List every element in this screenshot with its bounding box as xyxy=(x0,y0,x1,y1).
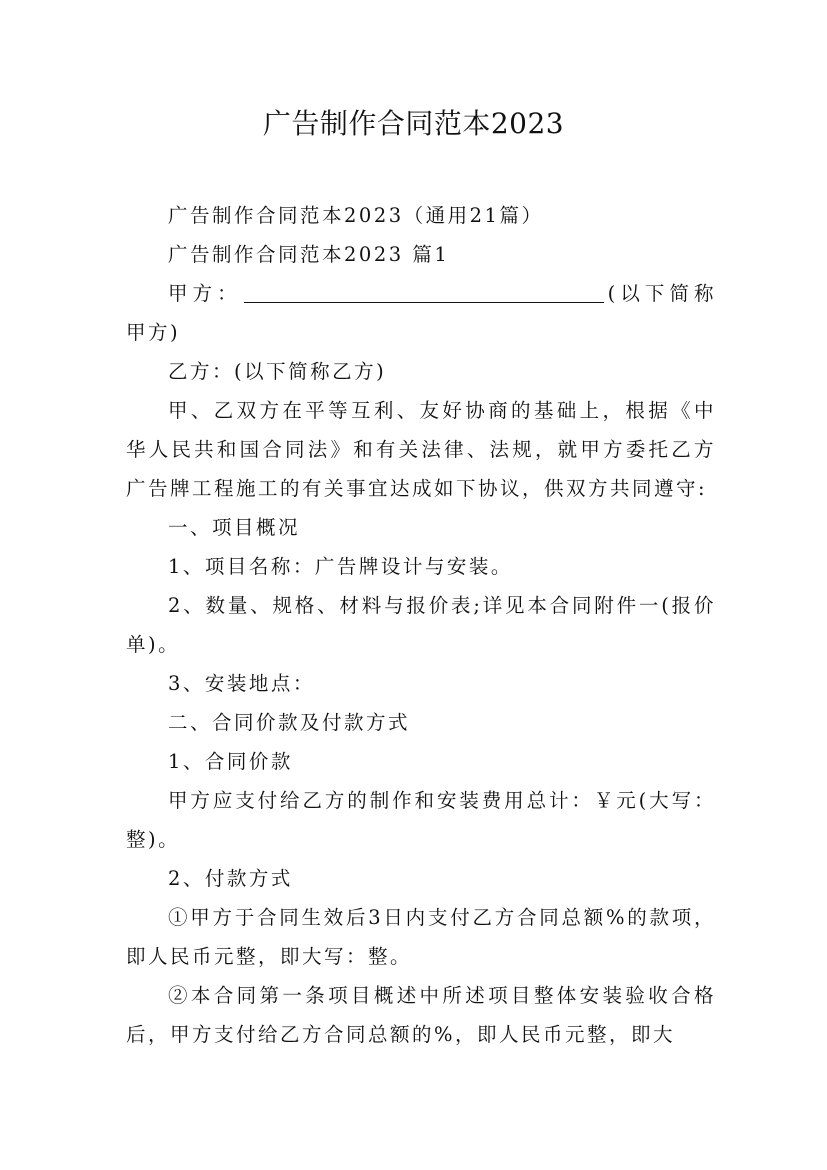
paragraph-contract-price-total: 甲方应支付给乙方的制作和安装费用总计：￥元(大写：整)。 xyxy=(126,789,716,851)
paragraph-subtitle: 广告制作合同范本2023（通用21篇） xyxy=(168,204,544,227)
paragraph-payment-first: ①甲方于合同生效后3日内支付乙方合同总额%的款项，即人民币元整，即大写：整。 xyxy=(126,906,716,968)
paragraph-section-heading: 广告制作合同范本2023 篇1 xyxy=(168,243,450,266)
paragraph-payment-heading: 2、付款方式 xyxy=(168,867,293,890)
paragraph-quantity-spec: 2、数量、规格、材料与报价表;详见本合同附件一(报价单)。 xyxy=(126,594,716,656)
paragraph-project-overview-heading: 一、项目概况 xyxy=(168,516,301,539)
paragraph-payment-second: ②本合同第一条项目概述中所述项目整体安装验收合格后，甲方支付给乙方合同总额的%，即人民币元整，即大 xyxy=(126,984,716,1046)
paragraph-preamble: 甲、乙双方在平等互利、友好协商的基础上，根据《中华人民共和国合同法》和有关法律、法规，就甲方委托乙方广告牌工程施工的有关事宜达成如下协议，供双方共同遵守: xyxy=(126,399,716,500)
paragraph-contract-price-heading: 1、合同价款 xyxy=(168,750,293,773)
paragraph-party-b: 乙方：(以下简称乙方) xyxy=(168,360,387,383)
party-a-suffix: (以下简称甲方) xyxy=(126,282,716,344)
party-a-label: 甲方： xyxy=(168,282,242,305)
paragraph-price-heading: 二、合同价款及付款方式 xyxy=(168,711,411,734)
paragraph-party-a xyxy=(126,274,716,352)
paragraph-project-name: 1、项目名称：广告牌设计与安装。 xyxy=(168,555,513,578)
party-a-blank-line xyxy=(244,280,604,303)
document-title: 广告制作合同范本2023 xyxy=(262,107,565,140)
document-body xyxy=(126,196,716,1054)
paragraph-install-location: 3、安装地点： xyxy=(168,672,315,695)
